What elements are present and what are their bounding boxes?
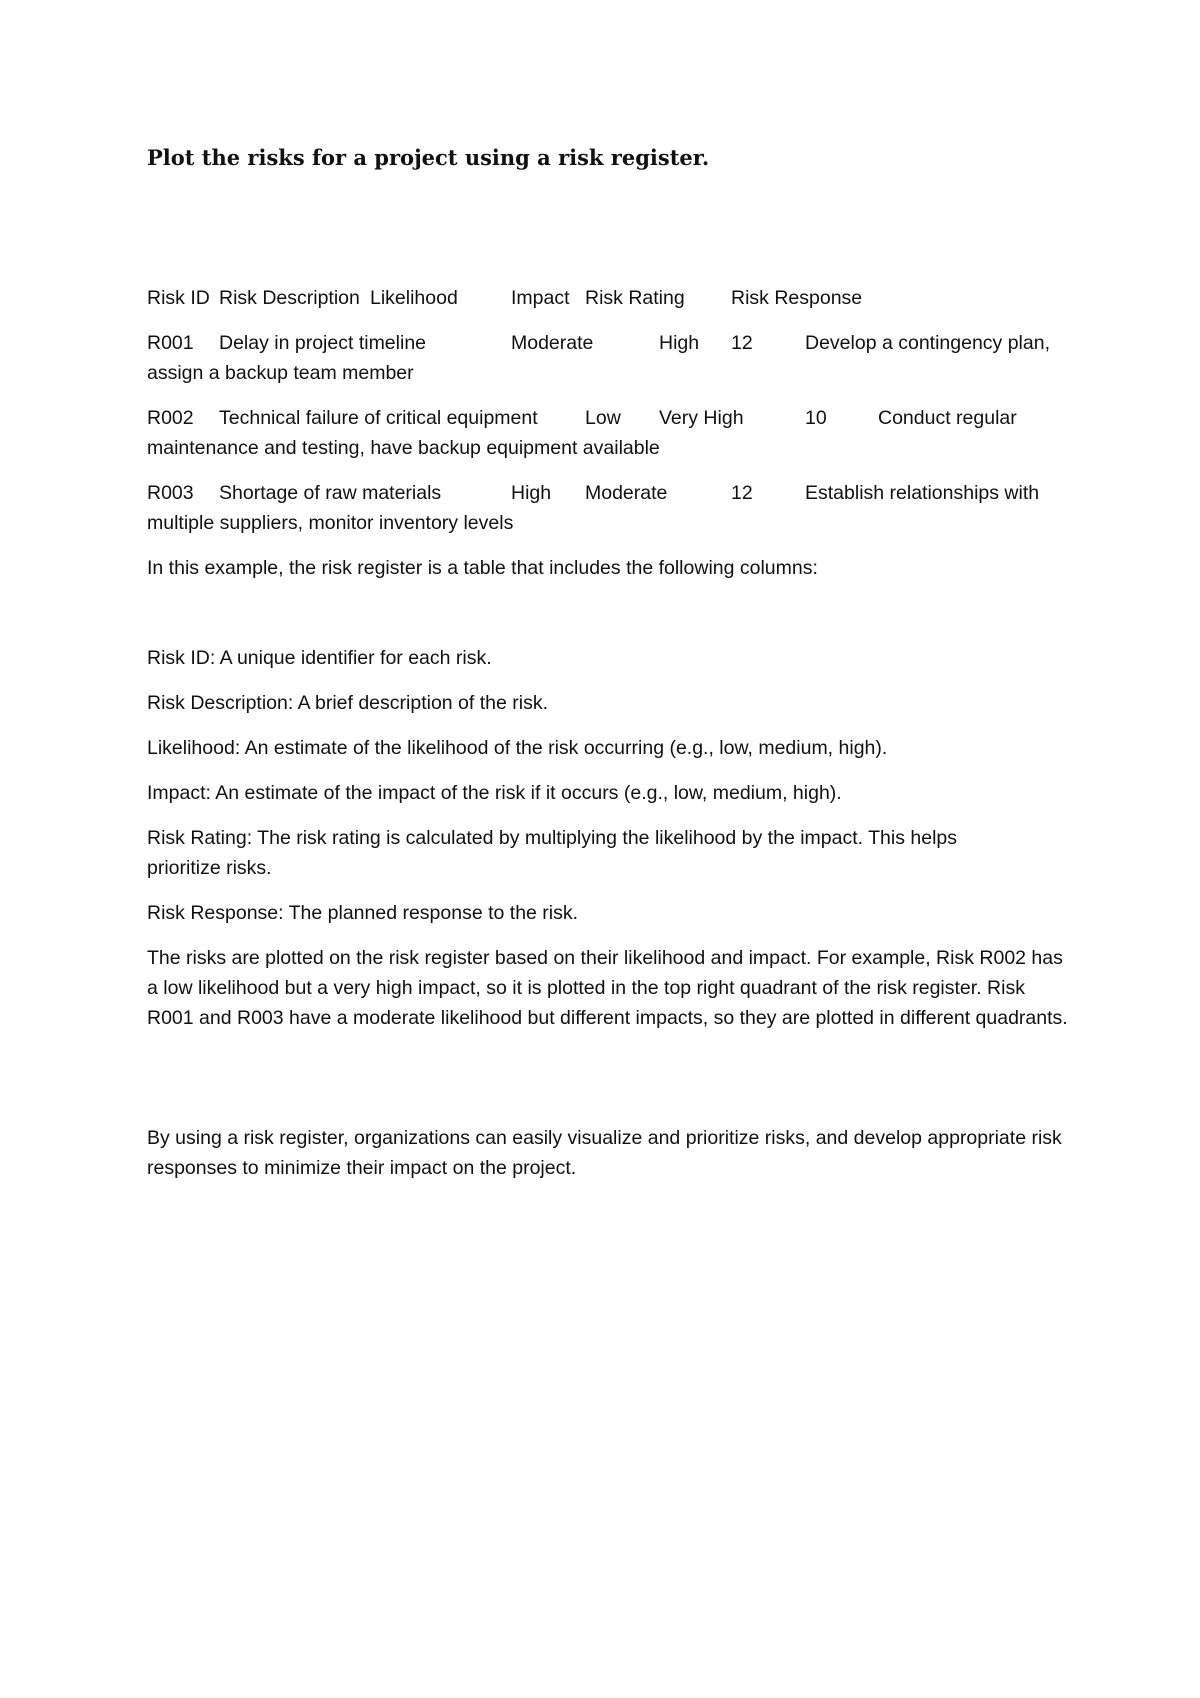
row-r001-response-continued: assign a backup team member	[147, 362, 414, 384]
row-r003-likelihood: High	[511, 482, 552, 504]
header-likelihood: Likelihood	[370, 287, 458, 309]
definition-risk-response: Risk Response: The planned response to the risk.	[147, 902, 579, 924]
document-title: Plot the risks for a project using a risk register.	[147, 145, 710, 170]
header-risk-description: Risk Description	[219, 287, 360, 309]
intro-paragraph: In this example, the risk register is a table that includes the following columns:	[147, 557, 818, 579]
row-r001-response: Develop a contingency plan,	[805, 332, 1050, 354]
row-r001-rating: 12	[731, 332, 753, 354]
row-r001-id: R001	[147, 332, 194, 354]
header-risk-rating: Risk Rating	[585, 287, 685, 309]
row-r002-response: Conduct regular	[878, 407, 1017, 429]
row-r002-rating: 10	[805, 407, 827, 429]
row-r003-id: R003	[147, 482, 194, 504]
row-r003-response-continued: multiple suppliers, monitor inventory levels	[147, 512, 514, 534]
row-r002-likelihood: Low	[585, 407, 621, 429]
conclusion-paragraph: By using a risk register, organizations can easily visualize and prioritize risks, and develop appropriate risk responses to minimize their impact on the project.	[147, 1127, 1062, 1179]
definition-impact: Impact: An estimate of the impact of the risk if it occurs (e.g., low, medium, high).	[147, 782, 842, 804]
header-risk-response: Risk Response	[731, 287, 863, 309]
row-r003-rating: 12	[731, 482, 753, 504]
row-r003-description: Shortage of raw materials	[219, 482, 442, 504]
definition-risk-rating: Risk Rating: The risk rating is calculated by multiplying the likelihood by the impact. This helps prioritize risks.	[147, 827, 957, 879]
definition-risk-id: Risk ID: A unique identifier for each risk.	[147, 647, 492, 669]
row-r003-response: Establish relationships with	[805, 482, 1040, 504]
definition-likelihood: Likelihood: An estimate of the likelihood of the risk occurring (e.g., low, medium, high).	[147, 737, 888, 759]
row-r003-impact: Moderate	[585, 482, 668, 504]
definition-risk-description: Risk Description: A brief description of the risk.	[147, 692, 548, 714]
header-impact: Impact	[511, 287, 570, 309]
row-r002-impact: Very High	[659, 407, 744, 429]
row-r001-description: Delay in project timeline	[219, 332, 427, 354]
row-r002-id: R002	[147, 407, 194, 429]
header-risk-id: Risk ID	[147, 287, 210, 309]
row-r002-response-continued: maintenance and testing, have backup equipment available	[147, 437, 660, 459]
explanation-paragraph: The risks are plotted on the risk register based on their likelihood and impact. For example, Risk R002 has a low likelihood but a very high impact, so it is plotted in the top right quadrant of the risk register. Risk R001 and R003 have a moderate likelihood but different impacts, so they are plotted in different quadrants.	[147, 947, 1068, 1029]
row-r001-likelihood: Moderate	[511, 332, 594, 354]
row-r002-description: Technical failure of critical equipment	[219, 407, 538, 429]
row-r001-impact: High	[659, 332, 700, 354]
